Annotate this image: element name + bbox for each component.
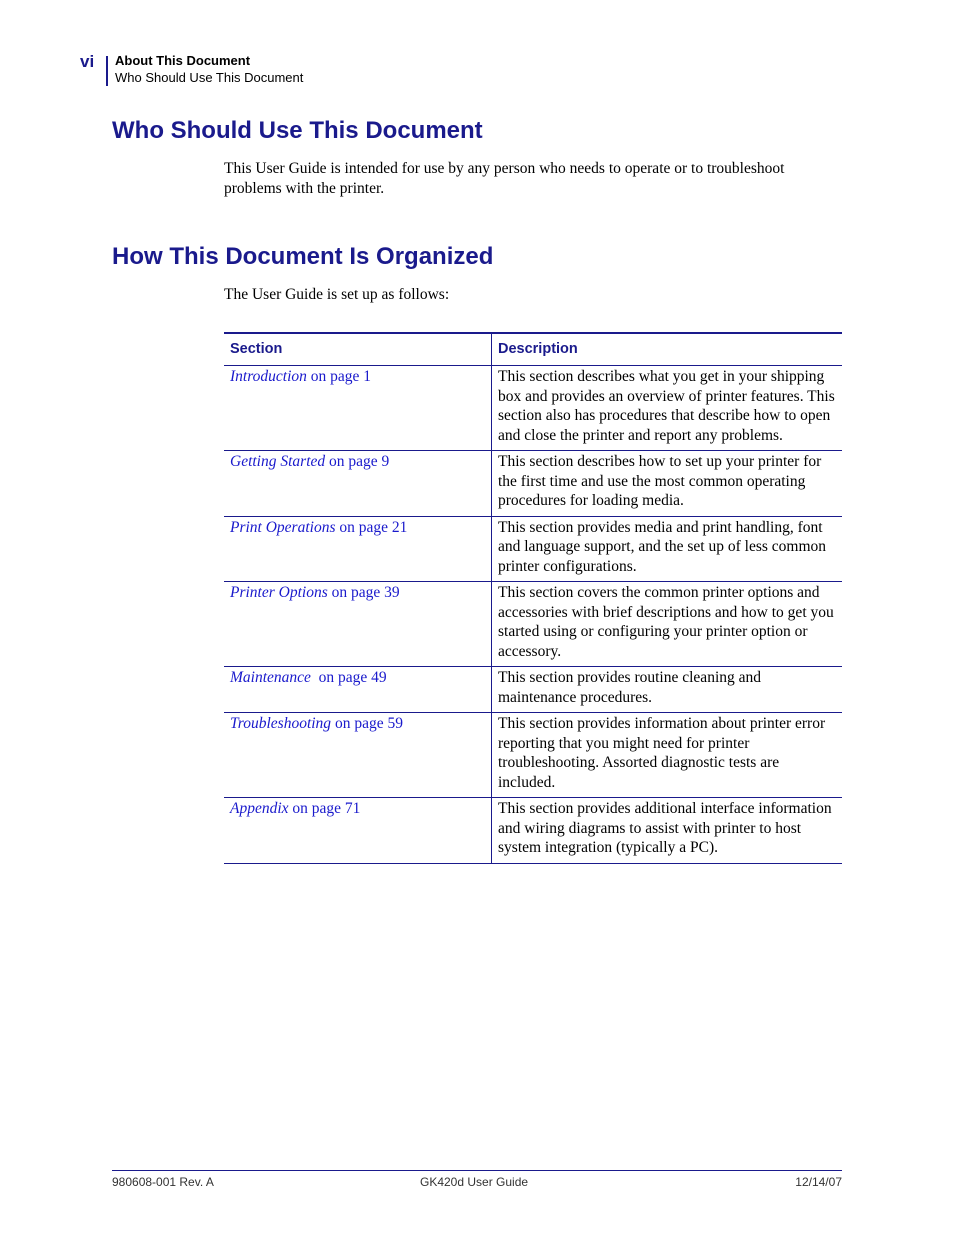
description-cell: This section describes what you get in your shipping box and provides an overview of printer features. This section also has procedures that describe how to open and close the printer and report any problems. (492, 366, 843, 451)
description-cell: This section provides additional interface information and wiring diagrams to assist with printer to host system integration (typically a PC). (498, 800, 832, 856)
table-row (224, 713, 842, 798)
table-row (224, 582, 842, 667)
description-cell: This section provides media and print handling, font and language support, and the set up of less common printer configurations. (492, 516, 843, 582)
header-divider (106, 56, 108, 86)
description-cell: This section provides information about printer error reporting that you might need for printer troubleshooting. Assorted diagnostic tests are included. (492, 713, 843, 798)
table-row (224, 366, 842, 451)
organization-table (224, 332, 842, 864)
heading-how-organized: How This Document Is Organized (112, 243, 494, 270)
table-row (224, 798, 842, 864)
section-cell (224, 713, 492, 798)
section-link-getting-started[interactable]: Getting Started on page 9 (230, 453, 390, 470)
page-number: vi (80, 52, 95, 71)
table-row (224, 516, 842, 582)
intro-paragraph: This User Guide is intended for use by any person who needs to operate or to troubleshoot problems with the printer. (224, 160, 785, 197)
section-link-print-operations[interactable]: Print Operations on page 21 (230, 518, 408, 536)
organized-paragraph: The User Guide is set up as follows: (224, 286, 450, 303)
description-cell: This section describes how to set up your printer for the first time and use the most common operating procedures for loading media. (492, 451, 843, 517)
column-header-description: Description (492, 333, 843, 366)
description-cell: This section covers the common printer options and accessories with brief descriptions and how to get you started using or configuring your printer option or accessory. (492, 582, 843, 667)
section-cell (224, 451, 492, 517)
footer-guide-title: GK420d User Guide (420, 1175, 529, 1189)
running-header-chapter: About This Document (115, 53, 251, 68)
table-row (224, 451, 842, 517)
section-link-printer-options[interactable]: Printer Options on page 39 (230, 584, 400, 601)
section-cell (224, 366, 492, 451)
table-row (224, 667, 842, 713)
footer-date: 12/14/07 (795, 1175, 842, 1189)
running-header (115, 52, 303, 86)
section-link-maintenance[interactable]: Maintenance on page 49 (230, 669, 387, 686)
table-header-row (224, 333, 842, 366)
description-cell: This section provides routine cleaning and maintenance procedures. (492, 667, 843, 713)
section-cell (224, 582, 492, 667)
footer-divider (112, 1170, 842, 1171)
column-header-section: Section (224, 333, 492, 366)
footer-part-number: 980608-001 Rev. A (112, 1175, 214, 1189)
running-header-section: Who Should Use This Document (115, 70, 304, 85)
section-link-troubleshooting[interactable]: Troubleshooting on page 59 (230, 715, 403, 732)
section-cell (224, 516, 492, 582)
section-cell (224, 798, 492, 864)
heading-who-should-use: Who Should Use This Document (112, 117, 483, 144)
section-cell (224, 667, 492, 713)
section-link-introduction[interactable]: Introduction on page 1 (230, 368, 372, 385)
section-link-appendix[interactable]: Appendix on page 71 (230, 800, 361, 817)
